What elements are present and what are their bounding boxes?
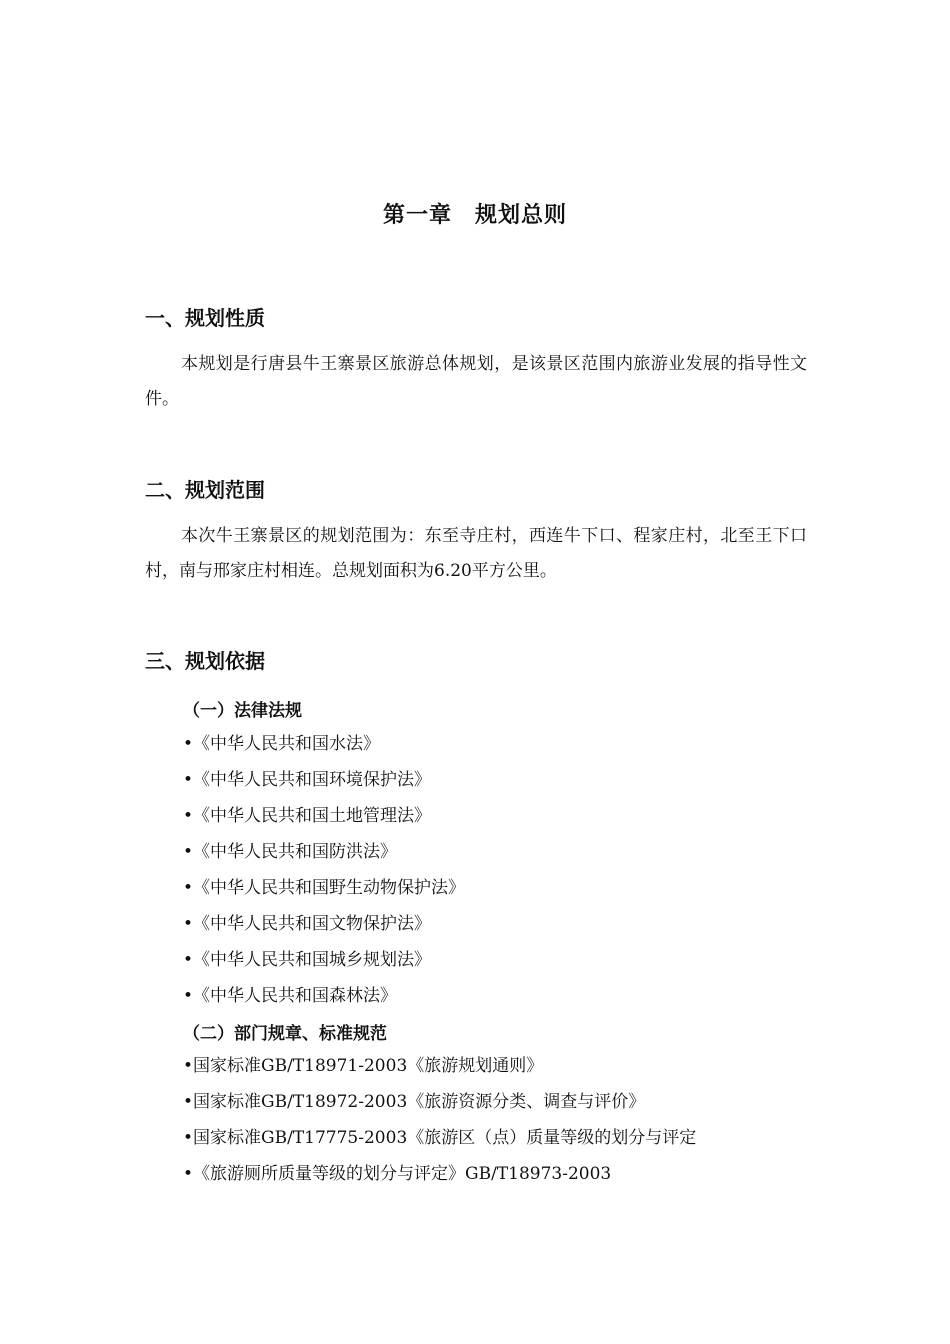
section-heading-basis: 三、规划依据: [145, 649, 265, 673]
section-heading-scope: 二、规划范围: [145, 478, 265, 502]
list-item: •《中华人民共和国城乡规划法》: [183, 950, 432, 970]
list-item: •《中华人民共和国文物保护法》: [183, 914, 432, 934]
standards-list: [183, 1048, 696, 1192]
subsection-heading-standards: （二）部门规章、标准规范: [183, 1024, 387, 1044]
list-item: •国家标准GB/T18971-2003《旅游规划通则》: [183, 1056, 544, 1076]
section-heading-nature: 一、规划性质: [145, 306, 265, 330]
laws-list: [183, 726, 465, 1014]
list-item: •国家标准GB/T17775-2003《旅游区（点）质量等级的划分与评定: [183, 1128, 697, 1148]
subsection-heading-laws: （一）法律法规: [183, 701, 302, 721]
list-item: •《中华人民共和国野生动物保护法》: [183, 878, 466, 898]
section-paragraph-scope: 本次牛王寨景区的规划范围为：东至寺庄村，西连牛下口、程家庄村，北至王下口村，南与邢家庄村相连。总规划面积为6.20平方公里。: [145, 526, 807, 581]
list-item: •《中华人民共和国环境保护法》: [183, 770, 432, 790]
list-item: •国家标准GB/T18972-2003《旅游资源分类、调查与评价》: [183, 1092, 646, 1112]
list-item: •《中华人民共和国森林法》: [183, 986, 398, 1006]
chapter-title: 第一章 规划总则: [382, 203, 567, 228]
section-paragraph-nature: 本规划是行唐县牛王寨景区旅游总体规划，是该景区范围内旅游业发展的指导性文件。: [145, 354, 807, 409]
list-item: •《中华人民共和国水法》: [183, 734, 381, 754]
list-item: •《中华人民共和国防洪法》: [183, 842, 398, 862]
list-item: •《中华人民共和国土地管理法》: [183, 806, 432, 826]
list-item: •《旅游厕所质量等级的划分与评定》GB/T18973-2003: [183, 1164, 612, 1184]
